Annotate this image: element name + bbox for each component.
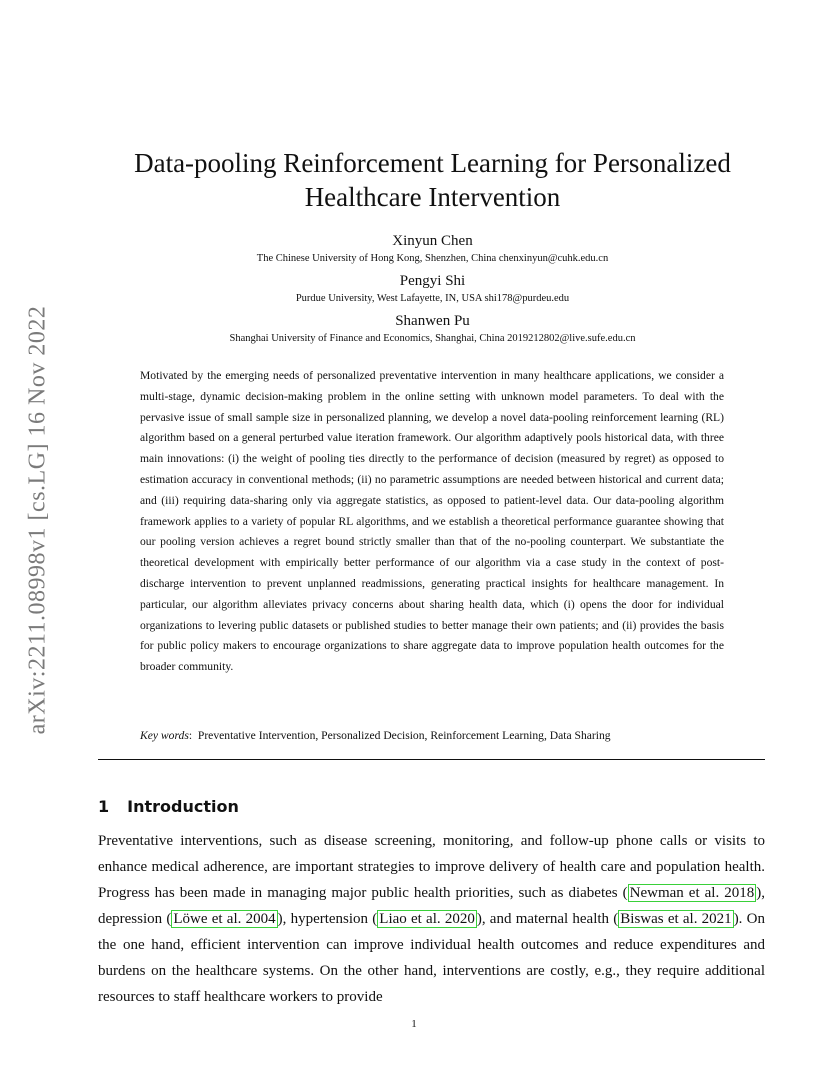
citation-link[interactable]: Löwe et al. 2004: [173, 911, 276, 927]
author-affiliation: Shanghai University of Finance and Economics, Shanghai, China 2019212802@live.sufe.edu.cn: [229, 333, 636, 344]
keywords-list: Preventative Intervention, Personalized Decision, Reinforcement Learning, Data Sharing: [197, 729, 611, 742]
keywords-label: Key words: [140, 729, 189, 742]
author-block-1: [100, 232, 765, 266]
section-heading: [98, 796, 239, 818]
abstract: Motivated by the emerging needs of personalized preventative intervention in many healthcare applications, we consider a multi-stage, dynamic decision-making problem in the online setting with unknown model parameters. To deal with the pervasive issue of small sample size in personalized planning, we develop a novel data-pooling reinforcement learning (RL) algorithm based on a general perturbed value iteration framework. Our algorithm adaptively pools historical data, with three main innovations: (i) the weight of pooling ties directly to the performance of decision (measured by regret) as opposed to estimation accuracy in conventional methods; (ii) no parametric assumptions are needed between historical and current data; and (iii) requiring data-sharing only via aggregate statistics, as opposed to patient-level data. Our data-pooling algorithm framework applies to a variety of popular RL algorithms, and we establish a theoretical performance guarantee showing that our pooling version achieves a regret bound strictly smaller than that of the no-pooling counterpart. We substantiate the theoretical development with empirically better performance of our algorithm via a case study in the context of post-discharge intervention to prevent unplanned readmissions, generating practical insights for healthcare management. In particular, our algorithm alleviates privacy concerns about sharing health data, which (i) opens the door for individual organizations to levering public datasets or published studies to better manage their own patients; and (ii) provides the basis for public policy makers to encourage organizations to share aggregate data to improve population health outcomes for the broader community.: [140, 369, 724, 674]
intro-text: ), depression (: [98, 885, 765, 927]
arxiv-sidebar: [0, 280, 76, 760]
author-name: Xinyun Chen: [392, 233, 473, 249]
citation-link[interactable]: Newman et al. 2018: [629, 885, 755, 901]
author-affiliation: The Chinese University of Hong Kong, Shenzhen, China chenxinyun@cuhk.edu.cn: [256, 253, 609, 264]
paper-title: Data-pooling Reinforcement Learning for Personalized Healthcare Intervention: [134, 148, 731, 212]
intro-text: ), and maternal health (: [476, 911, 619, 927]
intro-paragraph: [98, 828, 765, 1010]
author-name: Pengyi Shi: [399, 273, 466, 289]
intro-text: ). On the one hand, efficient intervention can improve individual health outcomes and reduce expenditures and burdens on the healthcare systems. On the other hand, interventions are costly, e.g., they require additional resources to staff healthcare workers to provide: [98, 911, 765, 1005]
author-affiliation: Purdue University, West Lafayette, IN, USA shi178@purdeu.edu: [295, 293, 570, 304]
divider: [98, 759, 765, 760]
author-block-3: [100, 312, 765, 346]
citation-link[interactable]: Biswas et al. 2021: [620, 911, 732, 927]
intro-text: Preventative interventions, such as disease screening, monitoring, and follow-up phone calls or visits to enhance medical adherence, are important strategies to improve delivery of health care and population health. Progress has been made in managing major public health priorities, such as diabetes (: [98, 833, 765, 901]
author-block-2: [100, 272, 765, 306]
author-name: Shanwen Pu: [395, 313, 470, 329]
page-number: 1: [411, 1018, 417, 1030]
citation-link[interactable]: Liao et al. 2020: [379, 911, 475, 927]
section-title: Introduction: [127, 797, 239, 816]
section-number: 1: [98, 797, 110, 816]
keywords: Key words: Preventative Intervention, Personalized Decision, Reinforcement Learning, Data Sharing: [140, 729, 611, 742]
intro-text: ), hypertension (: [277, 911, 378, 927]
arxiv-identifier: arXiv:2211.08998v1 [cs.LG] 16 Nov 2022: [24, 305, 51, 735]
